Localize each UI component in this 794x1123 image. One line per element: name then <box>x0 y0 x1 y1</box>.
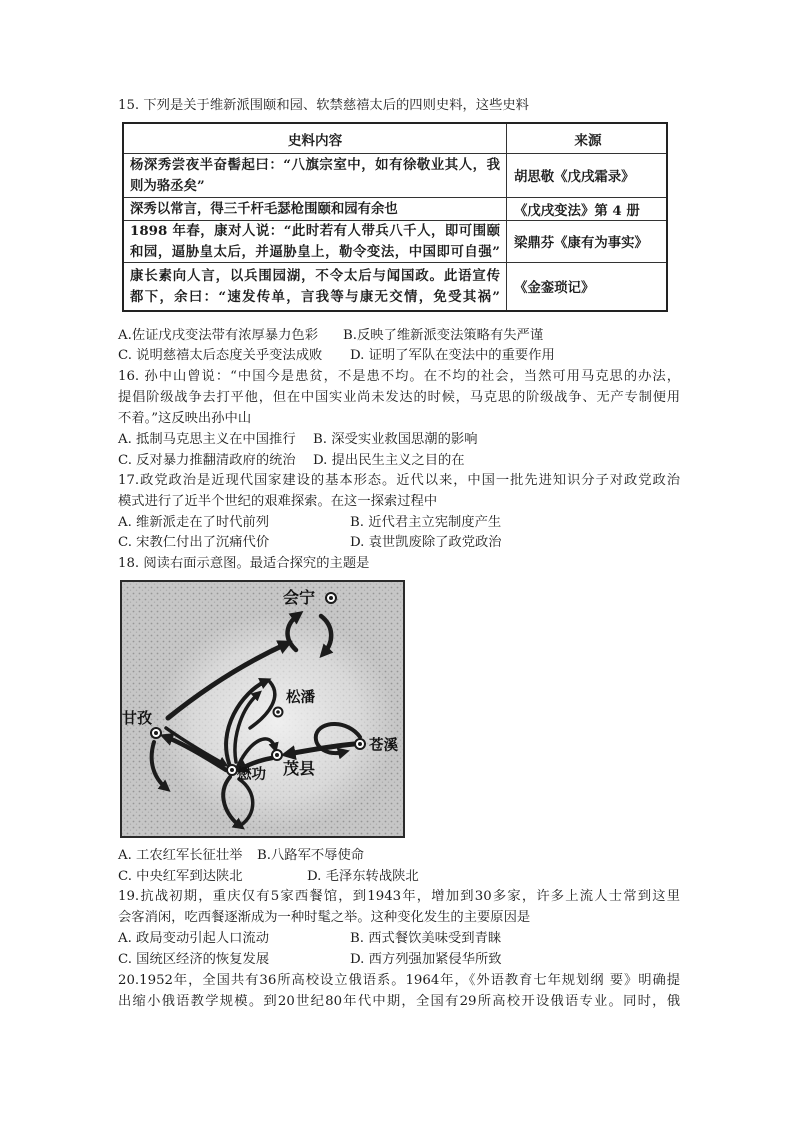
q18-option-a: A. 工农红军长征壮举 <box>118 848 243 863</box>
table-row-2-line-1: 深秀以常言，得三千杆毛瑟枪围颐和园有余也 <box>130 200 398 217</box>
table-row-1-line-2: 则为骆丞矣” <box>130 177 205 194</box>
map-light-region <box>120 580 405 838</box>
q15-option-c: C. 说明慈禧太后态度关乎变法成败 <box>118 348 323 363</box>
q15-stem: 15. 下列是关于维新派围颐和园、软禁慈禧太后的四则史料，这些史料 <box>118 98 529 113</box>
location-dot-maogong <box>227 765 237 775</box>
q15-source-table <box>122 122 668 312</box>
q17-option-a: A. 维新派走在了时代前列 <box>118 515 270 530</box>
q18-option-b: B.八路军不辱使命 <box>257 848 365 863</box>
map-label-huining: 会宁 <box>283 588 316 607</box>
q15-option-b: B.反映了维新派变法策略有失严谨 <box>343 328 544 343</box>
q19-option-c: C. 国统区经济的恢复发展 <box>118 952 270 967</box>
q16-option-a: A. 抵制马克思主义在中国推行 <box>118 432 296 447</box>
location-dot-cangxi <box>355 739 365 749</box>
table-row-3-line-2: 和园，逼胁皇太后，并逼胁皇上，勒令变法，中国即可自强” <box>130 243 500 260</box>
table-row-2-content <box>124 198 507 221</box>
table-row-3-line-1: 1898 年春，康对人说：“此时若有人带兵八千人，即可围颐 <box>130 222 500 239</box>
location-dot-songpan <box>274 708 283 717</box>
q17-stem-line-1: 17.政党政治是近现代国家建设的基本形态。近代以来，中国一批先进知识分子对政党政治 <box>118 473 680 488</box>
table-row-4-content <box>124 263 507 310</box>
q18-stem: 18. 阅读右面示意图。最适合探究的主题是 <box>118 556 370 571</box>
table-row-4-line-2: 都下，余曰：“速发传单，言我等与康无交情，免受其祸” <box>130 288 500 305</box>
table-header-content: 史料内容 <box>124 124 507 154</box>
map-label-maoxian: 茂县 <box>283 759 316 778</box>
map-label-ganzi: 甘孜 <box>122 709 153 727</box>
table-row-1-content <box>124 154 507 198</box>
q17-stem-line-2: 模式进行了近半个世纪的艰难探索。在这一探索过程中 <box>118 494 438 509</box>
map-label-songpan: 松潘 <box>286 689 315 706</box>
table-row-3-source: 梁鼎芬《康有为事实》 <box>507 221 666 263</box>
q18-option-d: D. 毛泽东转战陕北 <box>307 869 419 884</box>
q19-option-b: B. 西式餐饮美味受到青睐 <box>350 931 502 946</box>
q18-option-c: C. 中央红军到达陕北 <box>118 869 243 884</box>
q17-option-b: B. 近代君主立宪制度产生 <box>350 515 502 530</box>
q17-option-c: C. 宋教仁付出了沉痛代价 <box>118 535 270 550</box>
q20-stem-line-1: 20.1952年，全国共有36所高校设立俄语系。1964年，《外语教育七年规划纲 要》明确提 <box>118 973 680 988</box>
map-label-cangxi: 苍溪 <box>369 737 398 754</box>
q15-option-d: D. 证明了军队在变法中的重要作用 <box>350 348 555 363</box>
q19-option-a: A. 政局变动引起人口流动 <box>118 931 270 946</box>
table-row-4-line-1: 康长素向人言，以兵围园湖，不令太后与闻国政。此语宣传 <box>130 267 500 284</box>
table-row-2-source: 《戊戌变法》第 4 册 <box>507 198 666 221</box>
q16-stem-line-2: 提倡阶级战争去打平他，但在中国实业尚未发达的时候，马克思的阶级战争、无产专制便用 <box>118 390 680 405</box>
map-label-maogong: 懋功 <box>237 766 266 783</box>
table-row-1-line-1: 杨深秀尝夜半奋髻起曰：“八旗宗室中，如有徐敬业其人，我 <box>130 156 500 173</box>
q19-stem-line-2: 会客消闲，吃西餐逐渐成为一种时髦之举。这种变化发生的主要原因是 <box>118 910 531 925</box>
q17-option-d: D. 袁世凯废除了政党政治 <box>350 535 502 550</box>
route-map-svg <box>120 580 405 838</box>
q19-stem-line-1: 19.抗战初期，重庆仅有5家西餐馆，到1943年，增加到30多家，许多上流人士常到这里 <box>118 889 680 904</box>
q16-option-b: B. 深受实业救国思潮的影响 <box>313 432 478 447</box>
q20-stem-line-2: 出缩小俄语教学规模。到20世纪80年代中期，全国有29所高校开设俄语专业。同时，俄 <box>118 994 680 1009</box>
location-dot-maoxian <box>272 750 282 760</box>
q16-option-d: D. 提出民生主义之目的在 <box>313 453 465 468</box>
table-row-3-content <box>124 221 507 263</box>
table-row-1-source: 胡思敬《戊戌霜录》 <box>507 154 666 198</box>
q16-stem-line-1: 16. 孙中山曾说：“中国今是患贫，不是患不均。在不均的社会，当然可用马克思的办法， <box>118 369 680 384</box>
location-dot-huining <box>326 593 336 603</box>
table-row-4-source: 《金銮琐记》 <box>514 280 595 296</box>
q15-option-a: A.佐证戊戌变法带有浓厚暴力色彩 <box>118 328 318 343</box>
q16-option-c: C. 反对暴力推翻清政府的统治 <box>118 453 296 468</box>
q16-stem-line-3: 不着。”这反映出孙中山 <box>118 411 252 426</box>
location-dot-ganzi <box>151 728 161 738</box>
table-header-source: 来源 <box>507 124 666 154</box>
long-march-route-map <box>120 580 405 838</box>
q19-option-d: D. 西方列强加紧侵华所致 <box>350 952 502 967</box>
